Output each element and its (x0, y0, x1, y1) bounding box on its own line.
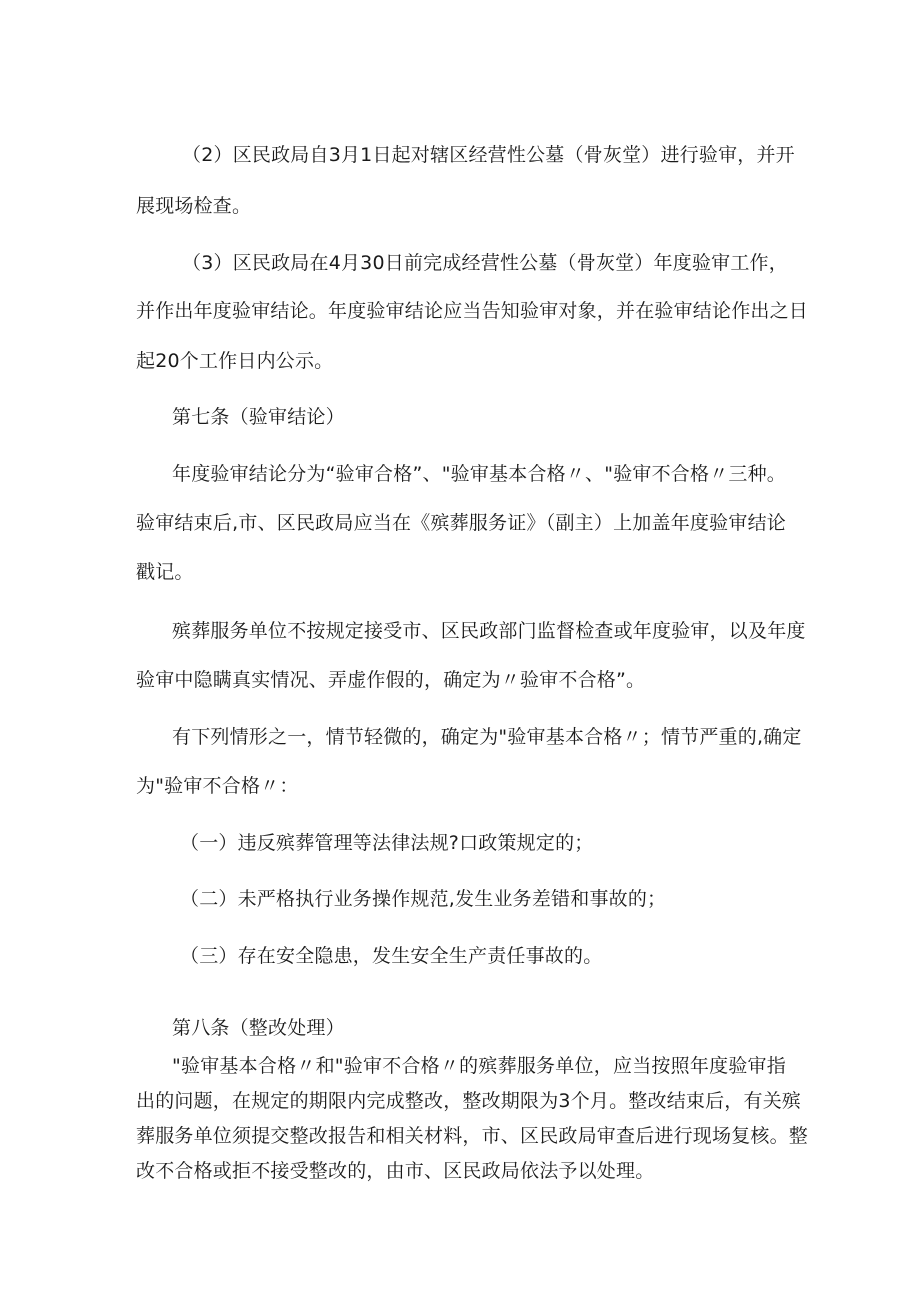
paragraph-line: 出的问题，在规定的期限内完成整改，整改期限为3个月。整改结束后，有关殡 (136, 1090, 802, 1112)
paragraph-line: 有下列情形之一，情节轻微的，确定为"验审基本合格〃；情节严重的,确定 (172, 726, 802, 748)
paragraph-line: 验审中隐瞒真实情况、弄虚作假的，确定为〃验审不合格”。 (136, 669, 646, 691)
paragraph-line: 并作出年度验审结论。年度验审结论应当告知验审对象，并在验审结论作出之日 (136, 300, 809, 322)
list-item: （二）未严格执行业务操作规范,发生业务差错和事故的； (180, 888, 667, 910)
paragraph-line: 为"验审不合格〃： (136, 775, 299, 797)
paragraph-line: 起20个工作日内公示。 (136, 350, 334, 372)
paragraph-line: （2）区民政局自3月1日起对辖区经营性公墓（骨灰堂）进行验审，并开 (182, 144, 795, 166)
list-item: （三）存在安全隐患，发生安全生产责任事故的。 (180, 945, 603, 967)
paragraph-line: 殡葬服务单位不按规定接受市、区民政部门监督检查或年度验审，以及年度 (172, 620, 806, 642)
paragraph-line: 展现场检查。 (136, 195, 252, 217)
section-heading: 第八条（整改处理） (172, 1017, 345, 1039)
paragraph-line: 葬服务单位须提交整改报告和相关材料，市、区民政局审查后进行现场复核。整 (136, 1125, 809, 1147)
paragraph-line: 年度验审结论分为“验审合格”、"验审基本合格〃、"验审不合格〃三种。 (172, 463, 786, 485)
paragraph-line: "验审基本合格〃和"验审不合格〃的殡葬服务单位，应当按照年度验审指 (172, 1055, 786, 1077)
list-item: （一）违反殡葬管理等法律法规?口政策规定的； (180, 832, 594, 854)
paragraph-line: 改不合格或拒不接受整改的，由市、区民政局依法予以处理。 (136, 1160, 655, 1182)
paragraph-line: 验审结束后,市、区民政局应当在《殡葬服务证》（副主）上加盖年度验审结论 (136, 512, 786, 534)
section-heading: 第七条（验审结论） (172, 406, 345, 428)
paragraph-line: （3）区民政局在4月30日前完成经营性公墓（骨灰堂）年度验审工作， (182, 252, 788, 274)
paragraph-line: 戳记。 (136, 561, 194, 583)
